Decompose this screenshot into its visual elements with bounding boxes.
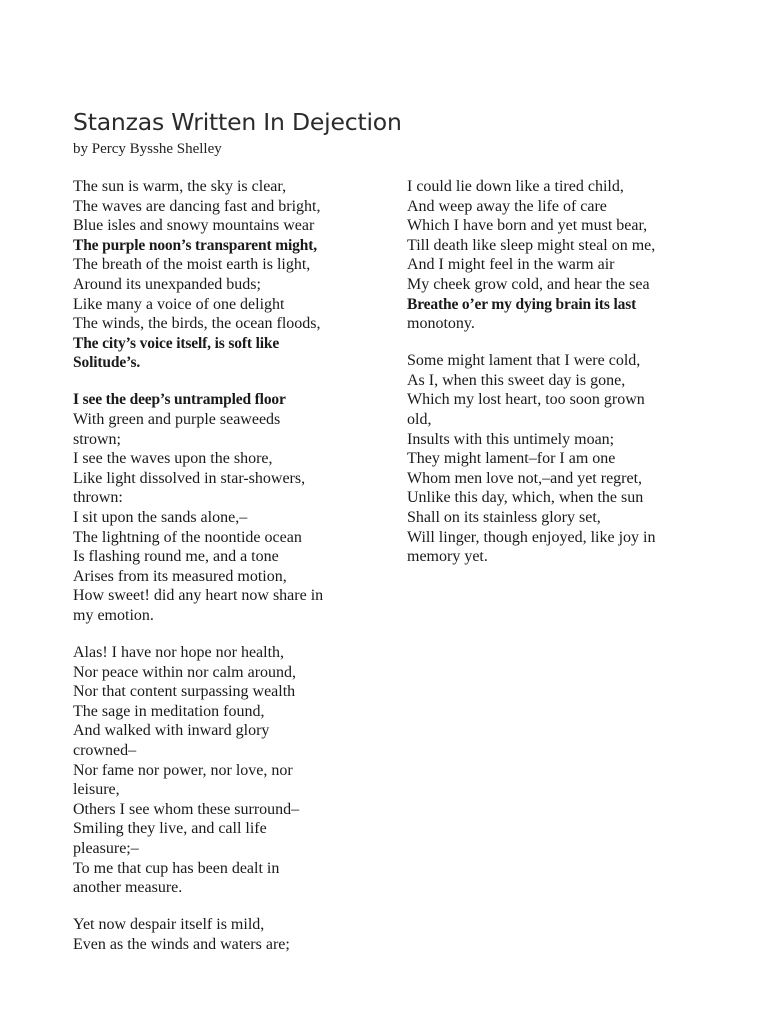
poem-line: The purple noon’s transparent might, — [73, 236, 317, 254]
poem-line: monotony. — [407, 315, 475, 333]
author-byline: by Percy Bysshe Shelley — [73, 141, 222, 157]
poem-line: Some might lament that I were cold, — [407, 352, 641, 370]
poem-line: Around its unexpanded buds; — [73, 275, 261, 293]
poem-line: The sage in meditation found, — [73, 702, 265, 720]
poem-line: Smiling they live, and call life — [73, 820, 267, 838]
stanza — [73, 177, 373, 373]
poem-line: The winds, the birds, the ocean floods, — [73, 315, 321, 333]
poem-line: And walked with inward glory — [73, 722, 270, 740]
poem-line: How sweet! did any heart now share in — [73, 587, 324, 605]
poem-line: Others I see whom these surround– — [73, 800, 300, 818]
poem-line: Breathe o’er my dying brain its last — [407, 295, 637, 313]
poem-line: Arises from its measured motion, — [73, 567, 287, 585]
poem-line: Is flashing round me, and a tone — [73, 548, 279, 566]
poem-line: memory yet. — [407, 548, 488, 566]
poem-line: Which my lost heart, too soon grown — [407, 391, 645, 409]
poem-line: Like light dissolved in star-showers, — [73, 469, 306, 487]
stanza — [73, 390, 373, 625]
poem-line: Whom men love not,–and yet regret, — [407, 469, 643, 487]
poem-line: Unlike this day, which, when the sun — [407, 489, 644, 507]
stanza — [407, 177, 717, 334]
poem-line: my emotion. — [73, 606, 154, 624]
poem-line: Alas! I have nor hope nor health, — [73, 644, 285, 662]
poem-line: The sun is warm, the sky is clear, — [73, 178, 287, 195]
poem-line: Like many a voice of one delight — [73, 295, 285, 313]
poem-line: The lightning of the noontide ocean — [73, 528, 302, 546]
poem-line: And I might feel in the warm air — [407, 256, 615, 274]
poem-line: As I, when this sweet day is gone, — [407, 371, 626, 389]
poem-line: old, — [407, 411, 432, 429]
poem-line: To me that cup has been dealt in — [73, 859, 280, 877]
poem-line: strown; — [73, 430, 121, 448]
poem-line: My cheek grow cold, and hear the sea — [407, 275, 650, 293]
poem-line: The breath of the moist earth is light, — [73, 256, 311, 274]
poem-line: I could lie down like a tired child, — [407, 178, 624, 195]
stanza — [73, 915, 373, 954]
document-title: Stanzas Written In Dejection — [73, 108, 402, 136]
poem-line: Nor fame nor power, nor love, nor — [73, 761, 293, 779]
poem-line: The waves are dancing fast and bright, — [73, 197, 321, 215]
stanza — [73, 643, 373, 898]
poem-line: Blue isles and snowy mountains wear — [73, 217, 315, 235]
poem-line: Which I have born and yet must bear, — [407, 217, 648, 235]
poem-line: I sit upon the sands alone,– — [73, 509, 248, 526]
poem-line: They might lament–for I am one — [407, 450, 616, 468]
poem-line: The city’s voice itself, is soft like — [73, 334, 280, 352]
poem-line: Insults with this untimely moan; — [407, 430, 615, 448]
poem-line: pleasure;– — [73, 840, 139, 857]
poem-line: Even as the winds and waters are; — [73, 935, 290, 953]
poem-line: I see the waves upon the shore, — [73, 450, 273, 468]
poem-line: crowned– — [73, 742, 137, 760]
poem-line: Nor that content surpassing wealth — [73, 683, 296, 701]
poem-line: Shall on its stainless glory set, — [407, 509, 601, 526]
poem-line: Nor peace within nor calm around, — [73, 663, 297, 681]
stanza — [407, 351, 717, 567]
poem-line: And weep away the life of care — [407, 197, 607, 215]
poem-line: leisure, — [73, 781, 120, 799]
poem-line: Will linger, though enjoyed, like joy in — [407, 528, 656, 546]
poem-line: thrown: — [73, 489, 123, 507]
poem-line: another measure. — [73, 879, 183, 897]
poem-line: Yet now despair itself is mild, — [73, 916, 265, 934]
poem-line: Till death like sleep might steal on me, — [407, 236, 656, 254]
poem-line: I see the deep’s untrampled floor — [73, 391, 286, 409]
poem-line: With green and purple seaweeds — [73, 411, 281, 429]
poem-line: Solitude’s. — [73, 354, 141, 372]
right-column — [407, 177, 717, 584]
left-column — [73, 177, 373, 972]
